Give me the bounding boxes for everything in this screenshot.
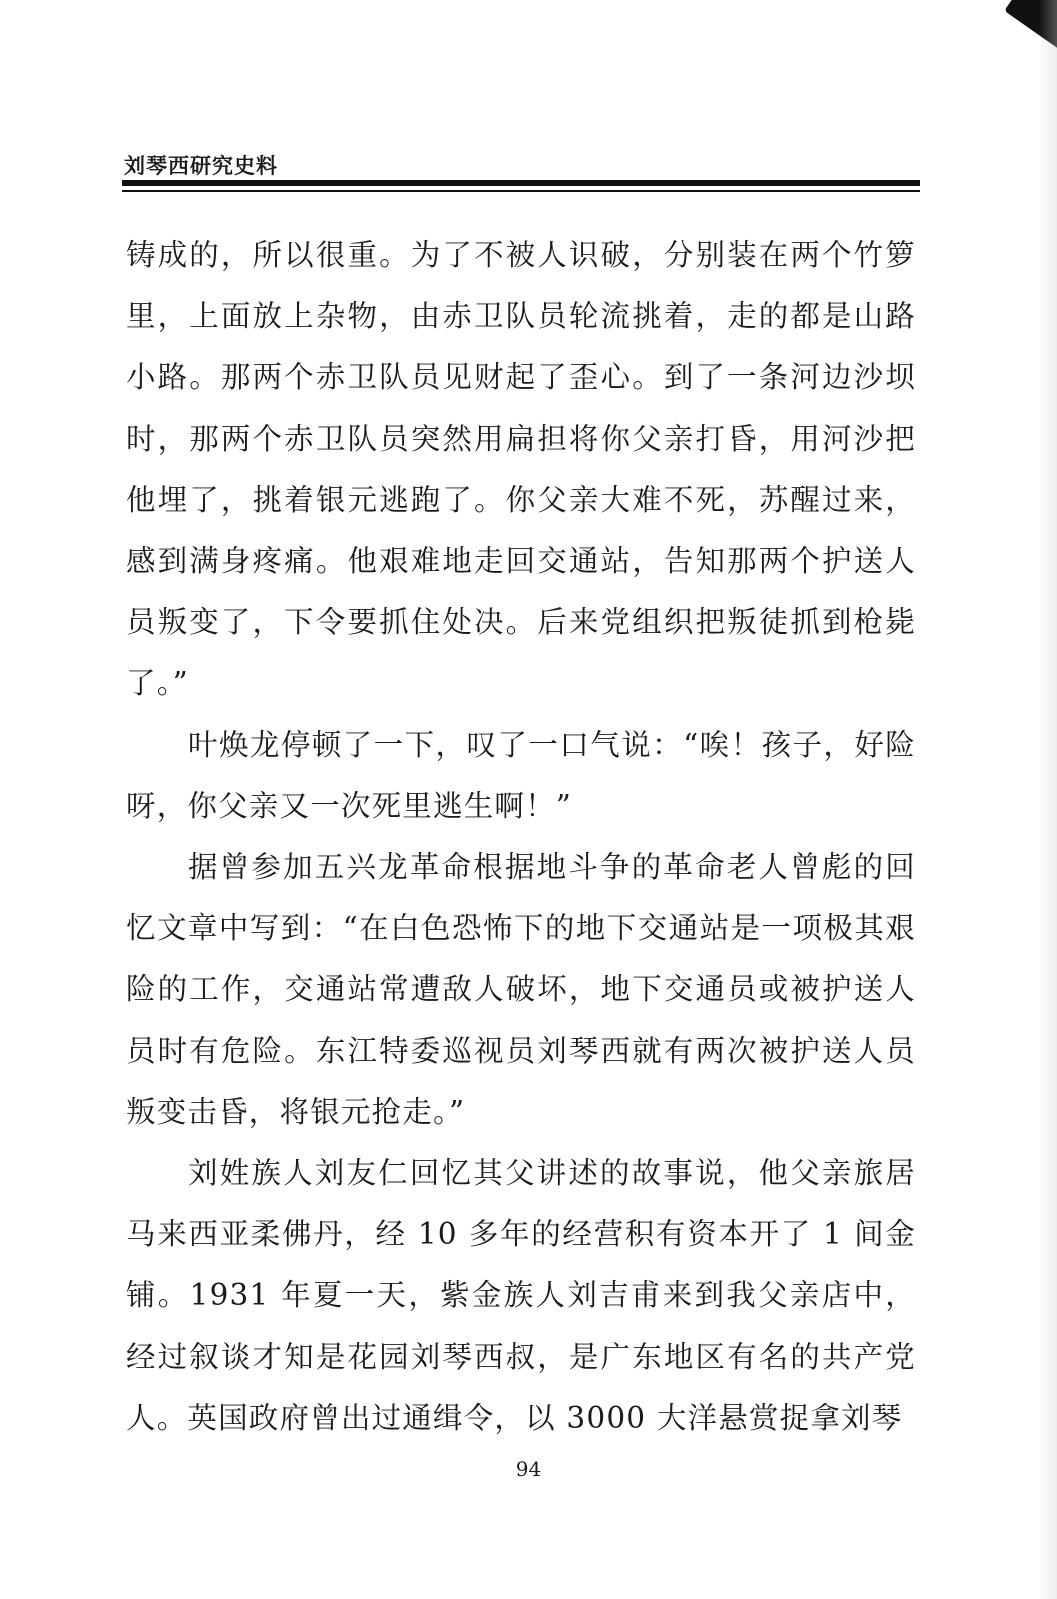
page-number: 94 (515, 1457, 542, 1481)
paragraph-continued: 铸成的，所以很重。为了不被人识破，分别装在两个竹箩里，上面放上杂物，由赤卫队员轮流挑着，走的都是山路小路。那两个赤卫队员见财起了歪心。到了一条河边沙坝时，那两个赤卫队员突然用扁担将你父亲打昏，用河沙把他埋了，挑着银元逃跑了。你父亲大难不死，苏醒过来，感到满身疼痛。他艰难地走回交通站，告知那两个护送人员叛变了，下令要抓住处决。后来党组织把叛徒抓到枪毙了。” (126, 238, 916, 701)
body-text (126, 225, 916, 1449)
paragraph: 据曾参加五兴龙革命根据地斗争的革命老人曾彪的回忆文章中写到：“在白色恐怖下的地下交通站是一项极其艰险的工作，交通站常遭敌人破坏，地下交通员或被护送人员时有危险。东江特委巡视员刘琴西就有两次被护送人员叛变击昏，将银元抢走。” (126, 850, 916, 1129)
running-header-title: 刘琴西研究史料 (124, 154, 278, 178)
paragraph: 叶焕龙停顿了一下，叹了一口气说：“唉！孩子，好险呀，你父亲又一次死里逃生啊！” (126, 727, 916, 823)
scan-page-edge (1039, 0, 1057, 1599)
header-rule-thin (122, 190, 920, 192)
paragraph: 刘姓族人刘友仁回忆其父讲述的故事说，他父亲旅居马来西亚柔佛丹，经 10 多年的经营积有资本开了 1 间金铺。1931 年夏一天，紫金族人刘吉甫来到我父亲店中，经过叙谈才知是花园刘琴西叔，是广东地区有名的共产党人。英国政府曾出过通缉令，以 3000 大洋悬赏捉拿刘琴 (126, 1156, 916, 1435)
header-rule-thick (122, 180, 920, 186)
